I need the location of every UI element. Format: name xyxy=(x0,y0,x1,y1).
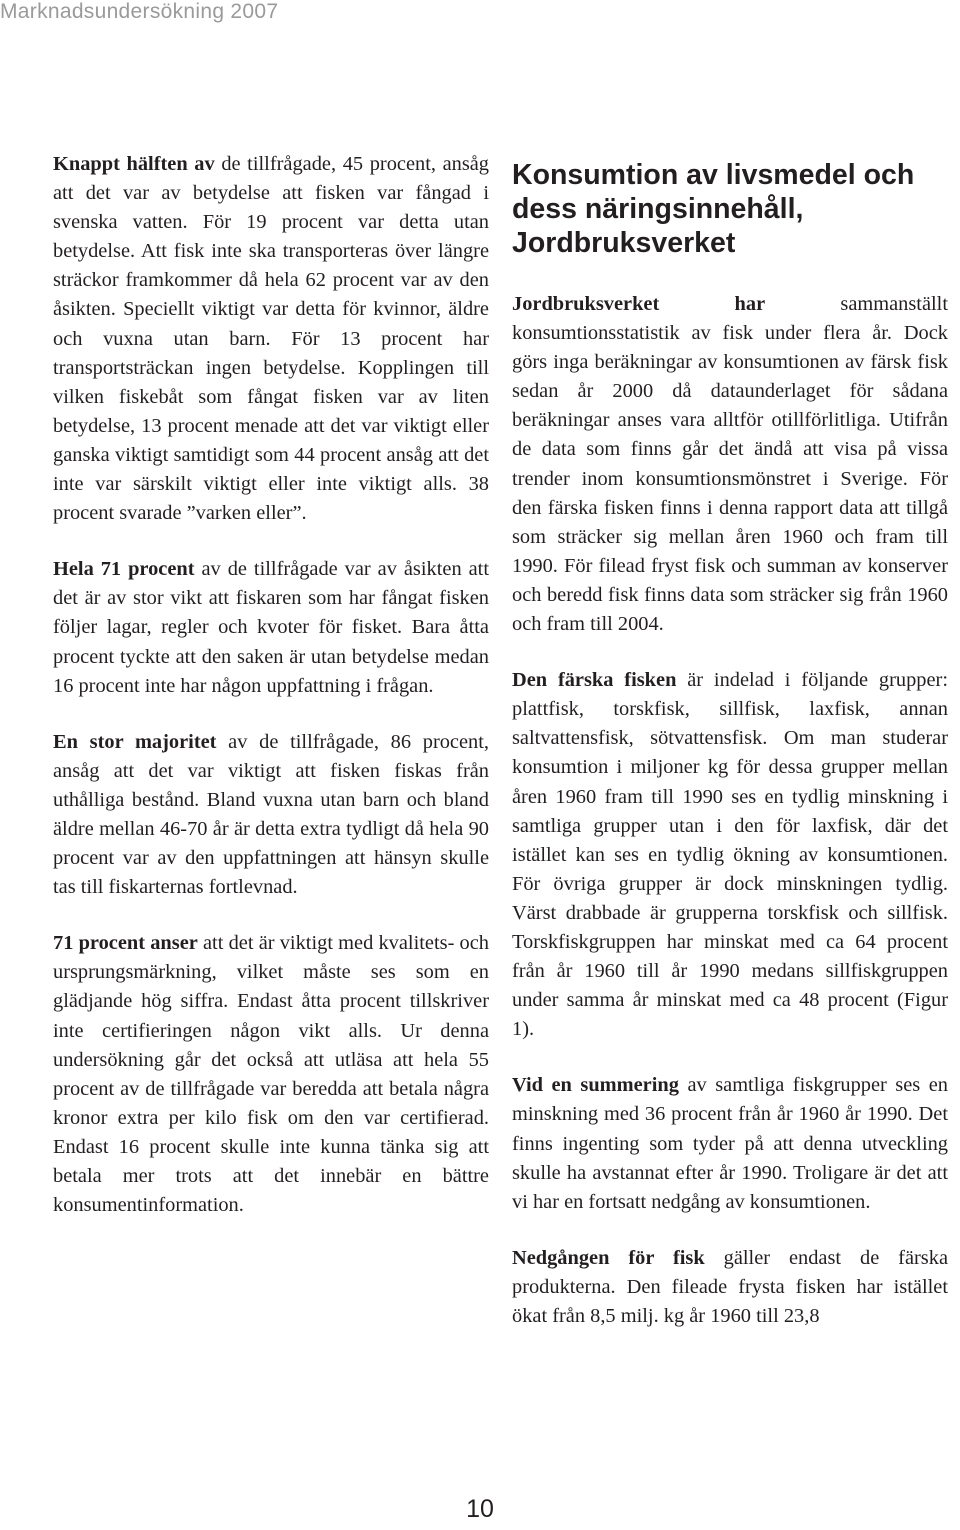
right-column xyxy=(512,158,948,1358)
paragraph-stor-majoritet xyxy=(53,728,489,903)
paragraph-farska-fisken xyxy=(512,666,948,1044)
paragraph-lead: En stor majoritet xyxy=(53,730,217,753)
paragraph-lead: Vid en summering xyxy=(512,1074,679,1097)
paragraph-body: gäller endast de färska produkterna. Den fileade frysta fisken har istället ökat från 8,5 milj. kg år 1960 till 23,8 xyxy=(512,1246,948,1327)
paragraph-body: av de tillfrågade var av åsikten att det är av stor vikt att fiskaren som har fångat fisken följer lagar, regler och kvoter för fisket. Bara åtta procent tyckte att den saken är utan betydelse medan 16 procent inte har någon uppfattning i frågan. xyxy=(53,558,489,697)
paragraph-body: av de tillfrågade, 86 procent, ansåg att det var viktigt att fisken fiskas från uthålliga bestånd. Bland vuxna utan barn och bland äldre mellan 46-70 år är detta extra tydligt då hela 90 procent var av den uppfattningen att hänsyn skulle tas till fiskarternas fortlevnad. xyxy=(53,730,489,899)
paragraph-lead: Hela 71 procent xyxy=(53,558,195,581)
section-heading: Konsumtion av livsmedel och dess näringsinnehåll, Jordbruksverket xyxy=(512,159,915,259)
paragraph-lead: Knappt hälften av xyxy=(53,153,215,175)
paragraph-jordbruksverket xyxy=(512,290,948,639)
paragraph-body: sammanställt konsumtionsstatistik av fisk under flera år. Dock görs inga beräkningar av konsumtionen av färsk fisk sedan år 2000 då dataunderlaget för sådana beräkningar anses vara alltför otillförlitliga. Utifrån de data som finns går det ändå att visa på vissa trender inom konsumtionsmönstret i Sverige. För den färska fisken finns i denna rapport data att tillgå som sträcker sig mellan åren 1960 och fram till 1990. För filead fryst fisk och summan av konserver och beredd fisk finns data som sträcker sig från 1960 och fram till 2004. xyxy=(512,293,948,636)
paragraph-body: de tillfrågade, 45 procent, ansåg att det var av betydelse att fisken var fångad i svenska vatten. För 19 procent var detta utan betydelse. Att fisk inte ska transporteras över längre sträckor framkommer då hela 62 procent var av den åsikten. Speciellt viktigt var detta för kvinnor, äldre och vuxna utan barn. För 13 procent har transportsträckan ingen betydelse. Kopplingen till vilken fiskebåt som fångat fisken var av liten betydelse, 13 procent menade att det var viktigt eller ganska viktigt samtidigt som 44 procent ansåg att det inte var särskilt viktigt eller inte viktigt alls. 38 procent svarade ”varken eller”. xyxy=(53,153,490,525)
left-column xyxy=(53,150,489,1247)
paragraph-lead: Nedgången för fisk xyxy=(512,1246,705,1269)
paragraph-lead: 71 procent anser xyxy=(53,932,198,955)
page-number: 10 xyxy=(466,1495,494,1523)
paragraph-nedgangen xyxy=(512,1244,948,1331)
paragraph-body: av samtliga fiskgrupper ses en minskning med 36 procent från år 1960 år 1990. Det finns ingenting som tyder på att denna utveckling skulle ha avstannat efter år 1990. Troligare är det att vi har en fortsatt nedgång av konsumtionen. xyxy=(512,1074,948,1213)
paragraph-knappt-halften xyxy=(53,150,489,528)
paragraph-lead: Jordbruksverket har xyxy=(512,293,766,315)
paragraph-lead: Den färska fisken xyxy=(512,669,677,692)
paragraph-71-procent-anser xyxy=(53,929,489,1220)
paragraph-body: är indelad i följande grupper: plattfisk, torskfisk, sillfisk, laxfisk, annan saltvattensfisk, sötvattensfisk. Om man studerar konsumtion i miljoner kg för dessa grupper mellan åren 1960 fram till 1990 ses en tydlig minskning i samtliga grupper utan i den för laxfisk, där det istället kan ses en tydlig ökning av konsumtionen. För övriga grupper är dock minskningen tydlig. Värst drabbade är grupperna torskfisk och sillfisk. Torskfiskgruppen har minskat med ca 64 procent från år 1960 till år 1990 medans sillfiskgruppen under samma år minskat med ca 48 procent (Figur 1). xyxy=(512,669,948,1041)
paragraph-summering xyxy=(512,1071,948,1216)
running-header: Marknadsundersökning 2007 xyxy=(0,0,279,23)
paragraph-body: att det är viktigt med kvalitets- och ursprungsmärkning, vilket måste ses som en glädjande hög siffra. Endast åtta procent tillskriver inte certifieringen någon vikt alls. Ur denna undersökning går det också att utläsa att hela 55 procent av de tillfrågade var beredda att betala några kronor extra per kilo fisk om den var certifierad. Endast 16 procent skulle inte kunna tänka sig att betala mer trots att det innebär en bättre konsumentinformation. xyxy=(53,932,489,1217)
paragraph-hela-71 xyxy=(53,555,489,700)
